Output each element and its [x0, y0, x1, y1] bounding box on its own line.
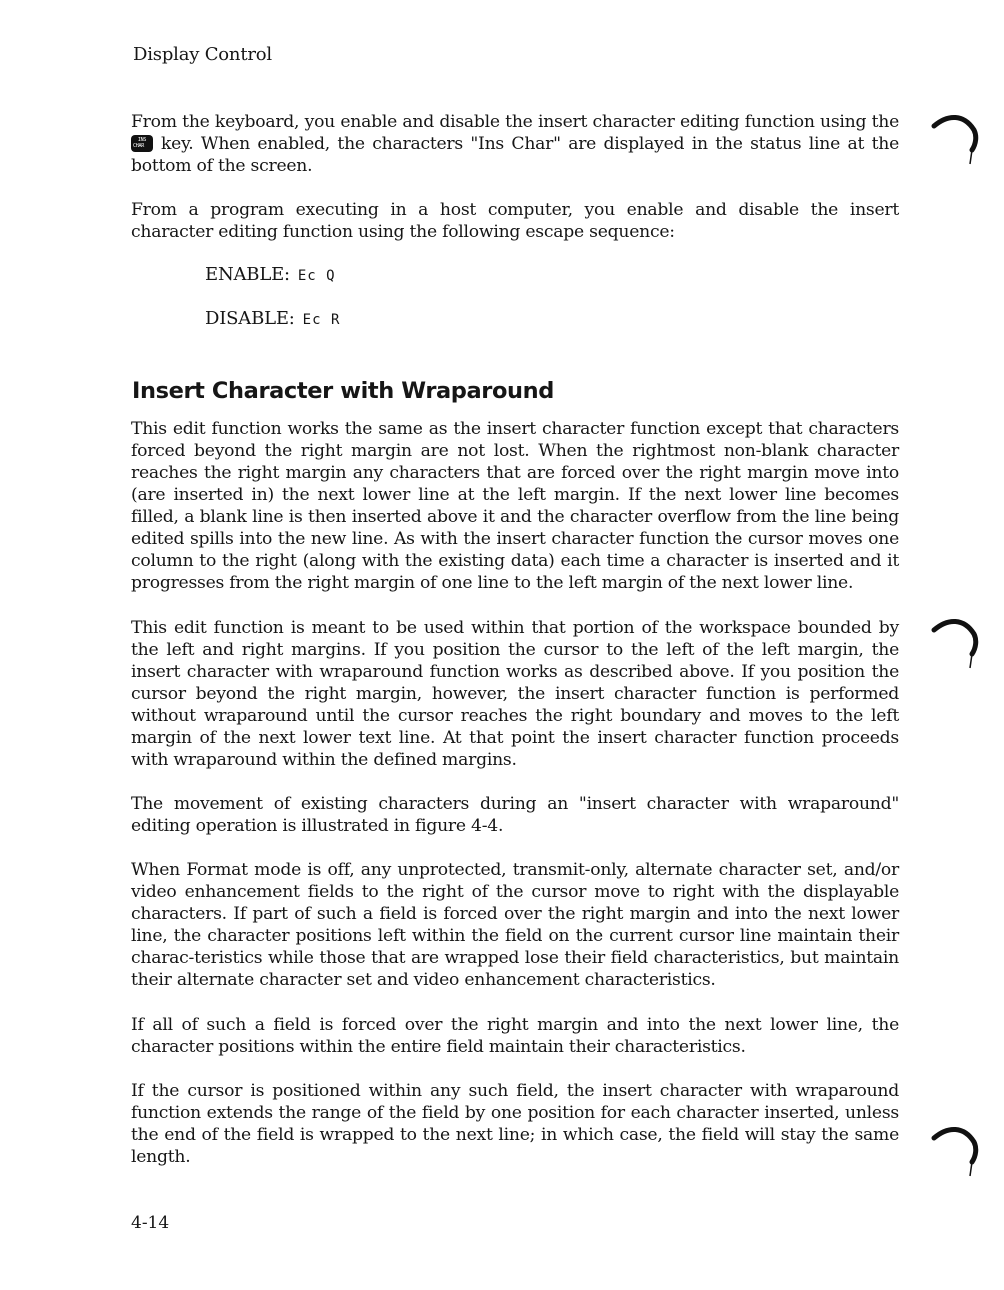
section-paragraph-4: When Format mode is off, any unprotected, transmit-only, alternate character set, and/or video enhancement fields to the right of the cursor move to right with the displayable characters. If part of such a field is forced over the right margin and into the next lower line, the character positions left within the field on the current cursor line maintain their charac-teristics while those that are wrapped lose their field characteristics, but maintain their alternate character set and video enhancement characteristics. [131, 860, 899, 990]
ins-char-key-icon [131, 135, 153, 152]
intro-paragraph-2: From a program executing in a host computer, you enable and disable the insert character editing function using the following escape sequence: [131, 200, 899, 242]
running-header: Display Control [133, 44, 272, 65]
intro-text-before-key: From the keyboard, you enable and disable the insert character editing function using the [131, 112, 899, 132]
section-paragraph-3: The movement of existing characters during an "insert character with wraparound" editing operation is illustrated in figure 4-4. [131, 794, 899, 836]
section-paragraph-2: This edit function is meant to be used within that portion of the workspace bounded by the left and right margins. If you position the cursor to the left of the left margin, the insert character with wraparound function works as described above. If you position the cursor beyond the right margin, however, the insert character function is performed without wraparound until the cursor reaches the right boundary and moves to the left margin of the next lower text line. At that point the insert character function proceeds with wraparound within the defined margins. [131, 618, 899, 770]
section-paragraph-1: This edit function works the same as the insert character function except that characters forced beyond the right margin are not lost. When the rightmost non-blank character reaches the right margin any characters that are forced over the right margin move into (are inserted in) the next lower line at the left margin. If the next lower line becomes filled, a blank line is then inserted above it and the character overflow from the line being edited spills into the new line. As with the insert character function the cursor moves one column to the right (along with the existing data) each time a character is inserted and it progresses from the right margin of one line to the left margin of the next lower line. [131, 419, 899, 593]
intro-text-after-key: key. When enabled, the characters "Ins Char" are displayed in the status line at the bottom of the screen. [131, 134, 899, 176]
disable-label: DISABLE: [205, 308, 295, 329]
enable-code: Ec Q [297, 268, 336, 284]
margin-hook-icon [930, 612, 980, 672]
section-paragraph-5: If all of such a field is forced over the right margin and into the next lower line, the character positions within the entire field maintain their characteristics. [131, 1015, 899, 1057]
section-heading: Insert Character with Wraparound [132, 378, 554, 404]
key-cap-label: INS CHAR [133, 137, 147, 149]
disable-code: Ec R [302, 312, 341, 328]
intro-paragraph-1 [131, 111, 899, 177]
margin-hook-icon [930, 108, 980, 168]
section-paragraph-6: If the cursor is positioned within any such field, the insert character with wraparound function extends the range of the field by one position for each character inserted, unless the end of the field is wrapped to the next line; in which case, the field will stay the same length. [131, 1081, 899, 1167]
enable-sequence [205, 264, 336, 285]
disable-sequence [205, 308, 340, 329]
page-number: 4-14 [131, 1213, 170, 1233]
margin-hook-icon [930, 1120, 980, 1180]
enable-label: ENABLE: [205, 264, 290, 285]
